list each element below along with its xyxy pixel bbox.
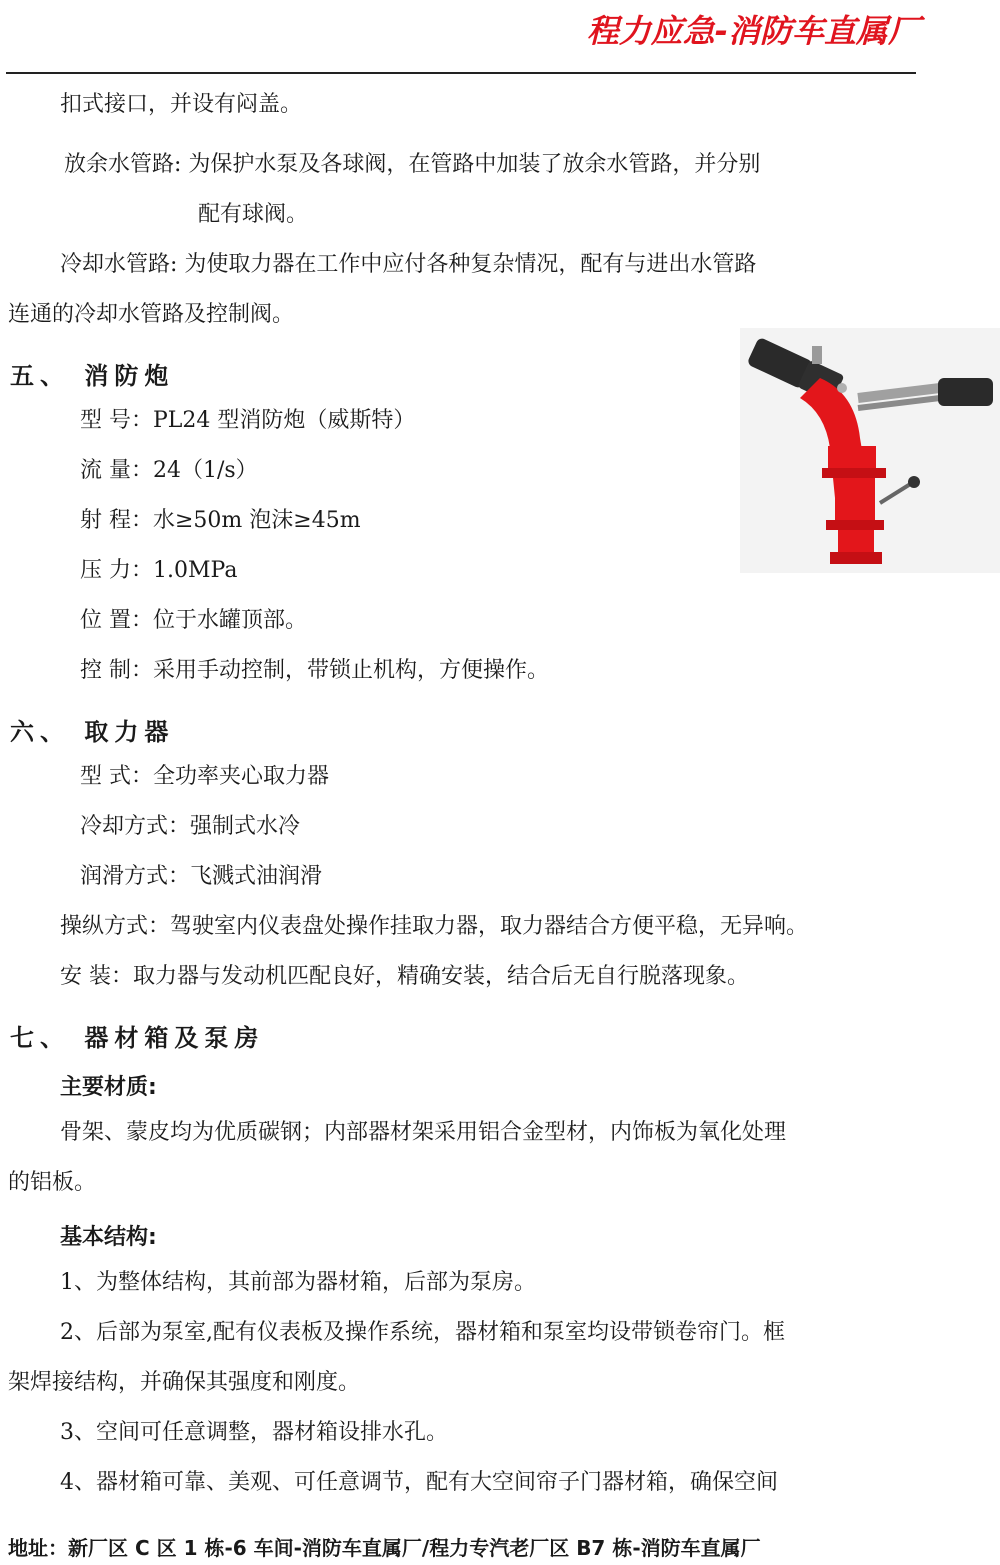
fire-cannon-photo (740, 328, 1000, 573)
cannon-spec-flow: 流 量：24（1/s） (80, 458, 258, 483)
pto-spec-lubrication: 润滑方式：飞溅式油润滑 (80, 864, 323, 889)
fire-cannon-illustration (740, 328, 1000, 573)
structure-item-3: 3、空间可任意调整，器材箱设排水孔。 (60, 1420, 448, 1445)
structure-item-2: 2、后部为泵室,配有仪表板及操作系统，器材箱和泵室均设带锁卷帘门。框 (60, 1320, 785, 1345)
drain-pipe-line-2: 配有球阀。 (198, 202, 309, 227)
footer-address: 地址：新厂区 C 区 1 栋-6 车间-消防车直属厂/程力专汽老厂区 B7 栋-消防车直属厂 (8, 1536, 761, 1560)
cannon-spec-model: 型 号：PL24 型消防炮（威斯特） (80, 408, 416, 433)
header-divider (6, 72, 916, 74)
pto-spec-cooling: 冷却方式：强制式水冷 (80, 814, 301, 839)
structure-item-1: 1、为整体结构，其前部为器材箱，后部为泵房。 (60, 1270, 536, 1295)
cannon-spec-position: 位 置：位于水罐顶部。 (80, 608, 307, 633)
section-5-heading: 五、 消防炮 (10, 361, 175, 390)
drain-pipe-line-1: 放余水管路: 为保护水泵及各球阀，在管路中加装了放余水管路，并分别 (64, 152, 761, 177)
section-6-heading: 六、 取力器 (10, 717, 175, 746)
cannon-spec-control: 控 制：采用手动控制，带锁止机构，方便操作。 (80, 658, 549, 683)
cannon-spec-range: 射 程：水≥50m 泡沫≥45m (80, 508, 361, 533)
header-title: 程力应急-消防车直属厂 (586, 12, 920, 50)
structure-item-4: 4、器材箱可靠、美观、可任意调节，配有大空间帘子门器材箱，确保空间 (60, 1470, 778, 1495)
structure-title: 基本结构: (60, 1225, 157, 1250)
material-line-2: 的铝板。 (8, 1170, 97, 1195)
cannon-spec-pressure: 压 力：1.0MPa (80, 558, 238, 583)
material-line-1: 骨架、蒙皮均为优质碳钢；内部器材架采用铝合金型材，内饰板为氧化处理 (60, 1120, 787, 1145)
pto-installation: 安 装：取力器与发动机匹配良好，精确安装，结合后无自行脱落现象。 (60, 964, 749, 989)
pto-operation: 操纵方式：驾驶室内仪表盘处操作挂取力器，取力器结合方便平稳，无异响。 (60, 914, 809, 939)
section-7-heading: 七、 器材箱及泵房 (10, 1023, 265, 1052)
material-title: 主要材质: (60, 1075, 157, 1100)
cooling-pipe-line-1: 冷却水管路: 为使取力器在工作中应付各种复杂情况，配有与进出水管路 (60, 252, 757, 277)
intro-line: 扣式接口，并设有闷盖。 (60, 92, 303, 117)
pto-spec-type: 型 式：全功率夹心取力器 (80, 764, 329, 789)
structure-item-2-cont: 架焊接结构，并确保其强度和刚度。 (8, 1370, 361, 1395)
cooling-pipe-line-2: 连通的冷却水管路及控制阀。 (8, 302, 295, 327)
